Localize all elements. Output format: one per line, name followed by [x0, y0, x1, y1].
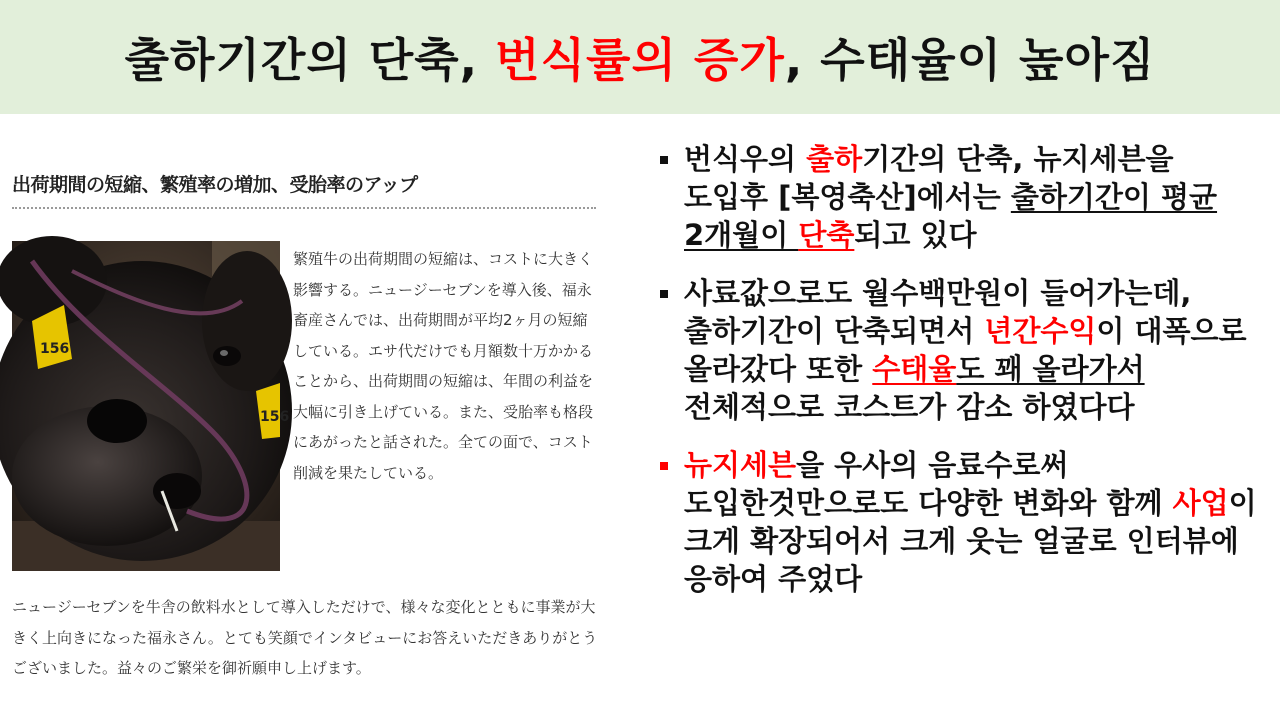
bullet-highlight: 년간수익	[984, 314, 1097, 348]
bullet-highlight-underlined: 단축	[798, 218, 855, 252]
bullet-text: 전체적으로 코스트가 감소 하였다다	[684, 390, 1135, 424]
article-heading: 出荷期間の短縮、繁殖率の増加、受胎率のアップ	[12, 174, 418, 196]
article-divider	[12, 207, 596, 209]
bullet-marker	[660, 156, 668, 164]
slide-title	[125, 24, 1156, 90]
bullet-text: 되고 있다	[854, 218, 977, 252]
cow-photo-illustration	[12, 241, 290, 571]
bullet-marker	[660, 290, 668, 298]
ear-tag-right: 156	[260, 409, 290, 425]
bullet-item-1	[658, 140, 1263, 254]
cow-photo	[12, 241, 290, 571]
bullet-text: 번식우의	[684, 142, 807, 176]
bullet-text: 이 대폭으로 올라갔다 또한	[684, 314, 1247, 386]
bullet-marker-red	[660, 462, 668, 470]
bullet-highlight: 사업	[1172, 486, 1229, 520]
bullet-text: 이 크게 확장되어서 크게 웃는 얼굴로 인터뷰에 응하여 주었다	[684, 486, 1257, 596]
title-part-1: 출하기간의 단축,	[124, 33, 496, 87]
bullet-item-3	[658, 446, 1263, 598]
bullet-text: 을 우사의 음료수로써 도입한것만으로도 다양한 변화와 함께	[684, 448, 1173, 520]
article-body: 繁殖牛の出荷期間の短縮は、コストに大きく影響する。ニュージーセブンを導入後、福永畜産さんでは、出荷期間が平均2ヶ月の短縮している。エサ代だけでも月額数十万かかることから、出荷期間の短縮は、年間の利益を大幅に引き上げている。また、受胎率も格段にあがったと話された。全ての面で、コスト削減を果たしている。	[293, 250, 594, 482]
bullet-highlight: 출하	[806, 142, 863, 176]
ear-tag-left: 156	[40, 341, 70, 357]
bullet-list	[658, 140, 1263, 618]
title-part-3: , 수태율이 높아짐	[784, 33, 1156, 87]
title-part-2-highlight: 번식률의 증가	[495, 33, 785, 87]
bullet-underlined: 도 꽤 올라가서	[956, 352, 1145, 386]
bullet-text: 기간의 단축, 뉴지세븐을 도입후 [복영축산]에서는	[684, 142, 1174, 214]
article-caption: ニュージーセブンを牛舎の飲料水として導入しただけで、様々な変化とともに事業が大きく上向きになった福永さん。とても笑顔でインタビューにお答えいただきありがとうございました。益々のご繁栄を御祈願申し上げます。	[12, 598, 598, 677]
bullet-highlight-underlined: 수태율	[872, 352, 957, 386]
bullet-underlined: 출하기간이 평균 2개월이	[684, 180, 1218, 252]
bullet-highlight: 뉴지세븐	[684, 448, 797, 482]
bullet-item-2	[658, 274, 1263, 426]
title-bar	[0, 0, 1280, 114]
article-scan	[0, 114, 610, 720]
bullet-text: 사료값으로도 월수백만원이 들어가는데, 출하기간이 단축되면서	[684, 276, 1192, 348]
